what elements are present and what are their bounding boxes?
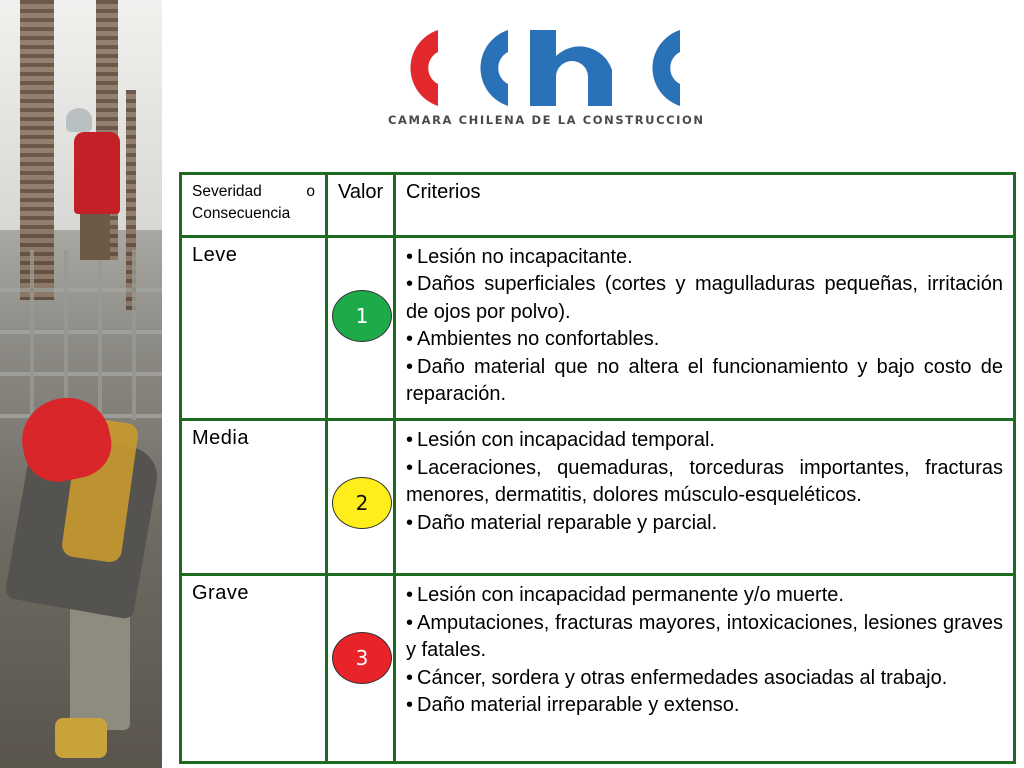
severity-table: [179, 172, 1016, 764]
value-badge: 2: [332, 477, 392, 529]
criteria-item: • Cáncer, sordera y otras enfermedades asociadas al trabajo.: [406, 665, 1003, 693]
header-value: Valor: [327, 174, 395, 237]
bullet-icon: •: [406, 273, 414, 296]
photo-worker-top: [74, 132, 120, 214]
header-criteria: Criterios: [395, 174, 1015, 237]
severity-label: Media: [181, 420, 327, 575]
criteria-cell: [395, 575, 1015, 763]
header-severity: [181, 174, 327, 237]
bullet-icon: •: [406, 694, 414, 717]
criteria-list: [406, 582, 1003, 720]
logo-caption: CAMARA CHILENA DE LA CONSTRUCCION: [388, 113, 705, 127]
header-consequence-word: Consecuencia: [192, 205, 291, 222]
cchc-logo-mark: [380, 26, 720, 110]
criteria-item: • Laceraciones, quemaduras, torceduras importantes, fracturas menores, dermatitis, dolores músculo-esqueléticos.: [406, 456, 1003, 507]
value-badge: 3: [332, 632, 392, 684]
photo-worker-boot: [55, 718, 107, 758]
value-cell: [327, 420, 395, 575]
criteria-item: • Daño material reparable y parcial.: [406, 510, 1003, 538]
bullet-icon: •: [406, 611, 414, 634]
table-header-row: [181, 174, 1015, 237]
criteria-item: • Daño material irreparable y extenso.: [406, 692, 1003, 720]
criteria-item: • Amputaciones, fracturas mayores, intoxicaciones, lesiones graves y fatales.: [406, 611, 1003, 662]
criteria-item: • Daño material que no altera el funcionamiento y bajo costo de reparación.: [406, 355, 1003, 406]
criteria-item: • Lesión con incapacidad temporal.: [406, 427, 1003, 455]
bullet-icon: •: [406, 584, 414, 607]
header-severity-or: o: [306, 183, 315, 200]
bullet-icon: •: [406, 456, 414, 479]
bullet-icon: •: [406, 666, 414, 689]
value-badge: 1: [332, 290, 392, 342]
criteria-list: [406, 244, 1003, 409]
header-severity-word: Severidad: [192, 183, 262, 200]
value-cell: [327, 236, 395, 420]
table-row-grave: [181, 575, 1015, 763]
bullet-icon: •: [406, 245, 414, 268]
severity-label: Grave: [181, 575, 327, 763]
bullet-icon: •: [406, 429, 414, 452]
construction-photo: [0, 0, 162, 768]
photo-worker-front: [70, 600, 130, 730]
criteria-item: • Lesión con incapacidad permanente y/o muerte.: [406, 582, 1003, 610]
criteria-cell: [395, 420, 1015, 575]
bullet-icon: •: [406, 355, 414, 378]
bullet-icon: •: [406, 511, 414, 534]
bullet-icon: •: [406, 328, 414, 351]
table-row-leve: [181, 236, 1015, 420]
criteria-cell: [395, 236, 1015, 420]
photo-scaffold: [0, 250, 162, 420]
table-row-media: [181, 420, 1015, 575]
criteria-item: • Ambientes no confortables.: [406, 326, 1003, 354]
photo-worker-top-helmet: [66, 108, 92, 132]
criteria-item: • Daños superficiales (cortes y magulladuras pequeñas, irritación de ojos por polvo).: [406, 273, 1003, 323]
value-cell: [327, 575, 395, 763]
criteria-item: • Lesión no incapacitante.: [406, 244, 1003, 272]
severity-label: Leve: [181, 236, 327, 420]
criteria-list: [406, 427, 1003, 537]
